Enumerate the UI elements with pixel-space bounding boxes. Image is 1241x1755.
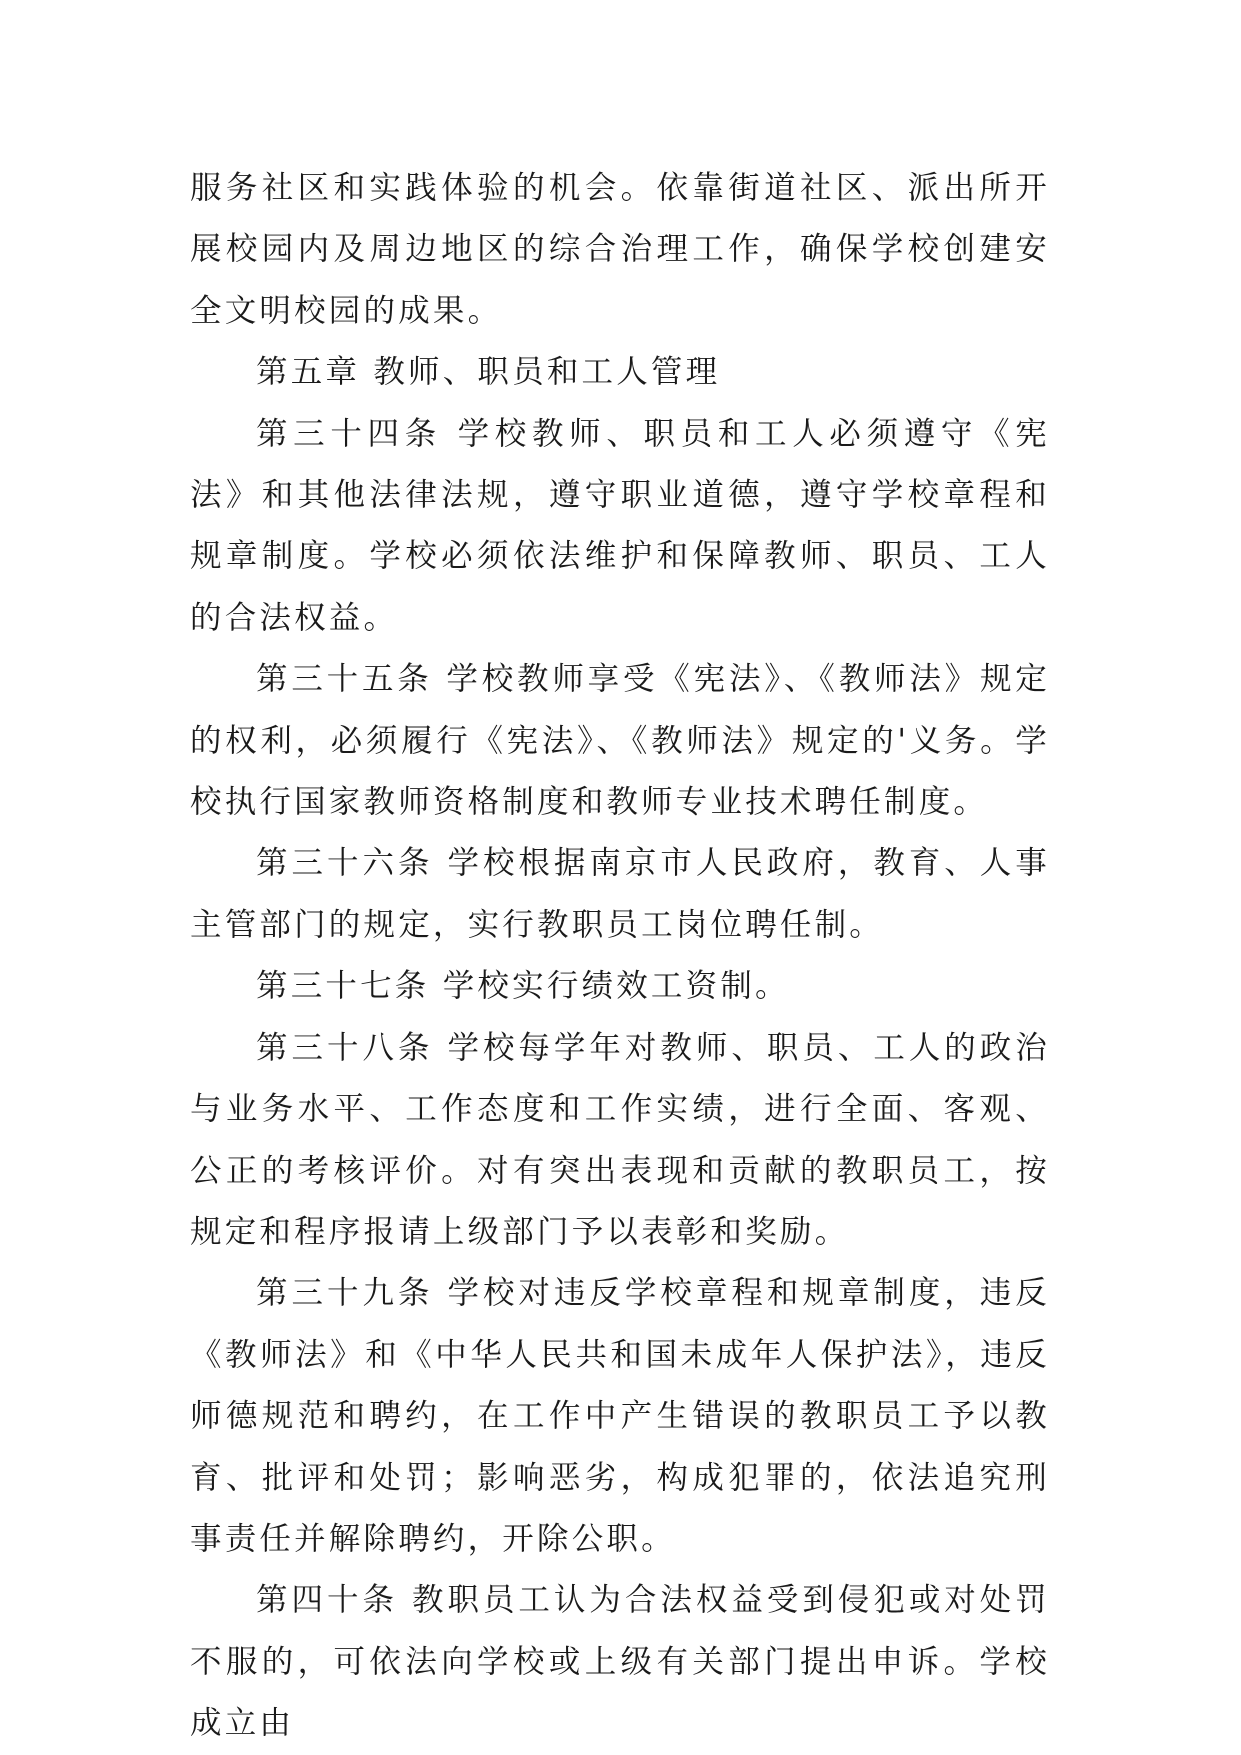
document-body <box>190 158 1050 1755</box>
paragraph-continuation: 服务社区和实践体验的机会。依靠街道社区、派出所开展校园内及周边地区的综合治理工作，确保学校创建安全文明校园的成果。 <box>190 170 1050 329</box>
article-34: 第三十四条 学校教师、职员和工人必须遵守《宪法》和其他法律法规，遵守职业道德，遵守学校章程和规章制度。学校必须依法维护和保障教师、职员、工人的合法权益。 <box>190 415 1050 636</box>
chapter-heading: 第五章 教师、职员和工人管理 <box>256 354 721 391</box>
article-35: 第三十五条 学校教师享受《宪法》、《教师法》规定的权利，必须履行《宪法》、《教师法》规定的'义务。学校执行国家教师资格制度和教师专业技术聘任制度。 <box>190 661 1050 821</box>
article-36: 第三十六条 学校根据南京市人民政府，教育、人事主管部门的规定，实行教职员工岗位聘任制。 <box>190 845 1050 943</box>
article-39: 第三十九条 学校对违反学校章程和规章制度，违反《教师法》和《中华人民共和国未成年人保护法》，违反师德规范和聘约，在工作中产生错误的教职员工予以教育、批评和处罚；影响恶劣，构成犯罪的，依法追究刑事责任并解除聘约，开除公职。 <box>190 1275 1050 1557</box>
article-38: 第三十八条 学校每学年对教师、职员、工人的政治与业务水平、工作态度和工作实绩，进行全面、客观、公正的考核评价。对有突出表现和贡献的教职员工，按规定和程序报请上级部门予以表彰和奖励。 <box>190 1029 1050 1250</box>
article-40: 第四十条 教职员工认为合法权益受到侵犯或对处罚不服的，可依法向学校或上级有关部门提出申诉。学校成立由 <box>190 1582 1050 1742</box>
article-37: 第三十七条 学校实行绩效工资制。 <box>256 968 790 1005</box>
